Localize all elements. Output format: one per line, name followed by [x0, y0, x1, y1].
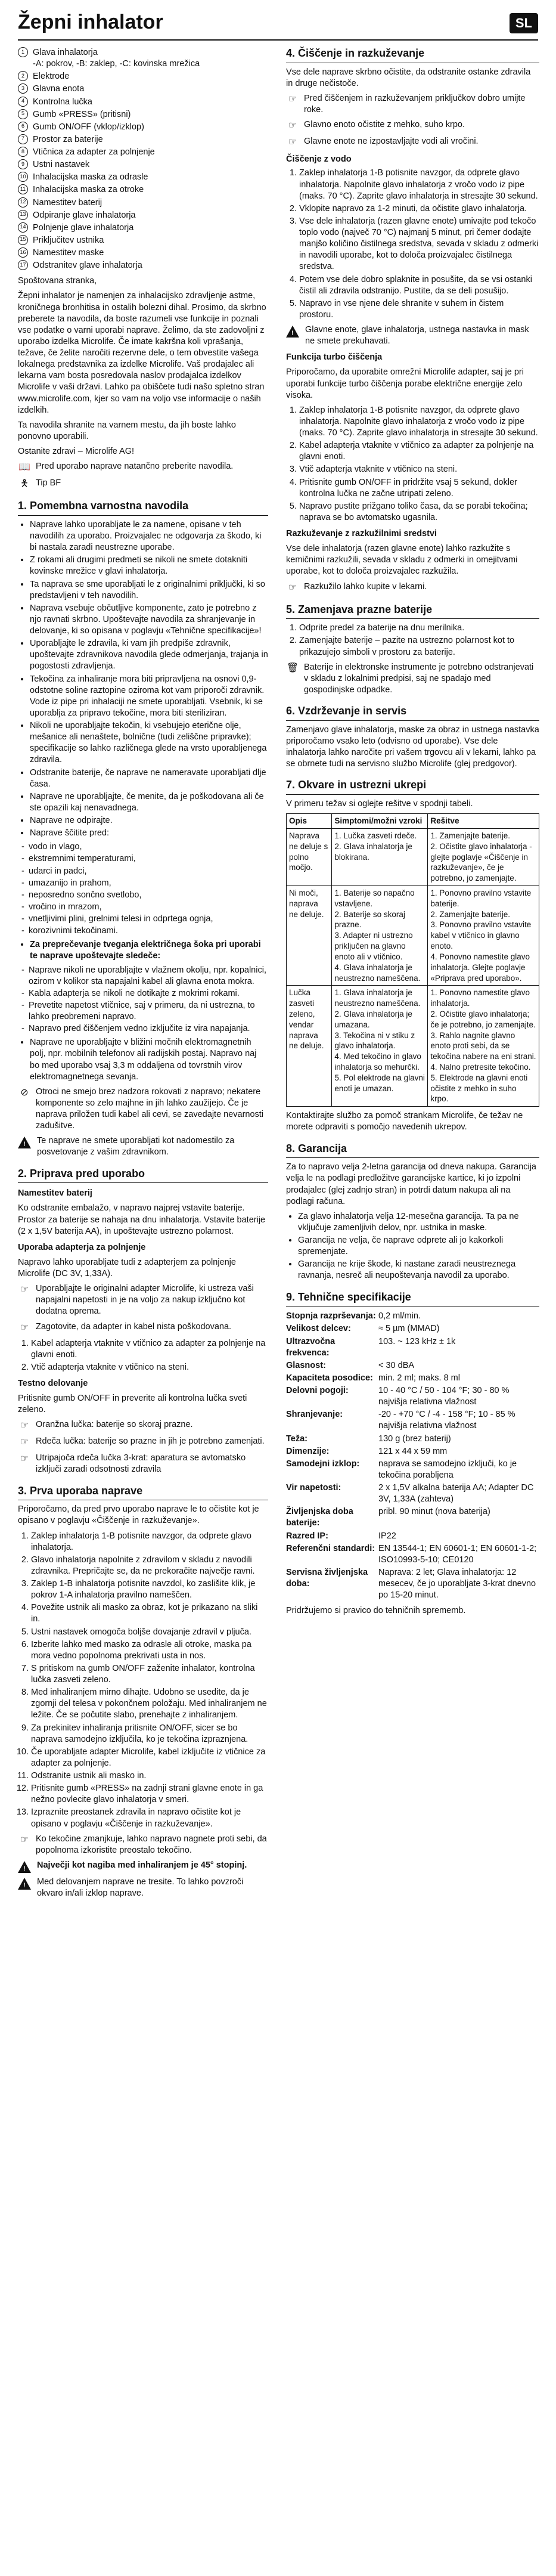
spec-value: < 30 dBA: [378, 1360, 415, 1370]
led-red-note: ☞ Rdeča lučka: baterije so prazne in jih je potrebno zamenjati.: [18, 1436, 268, 1449]
spec-value: 121 x 44 x 59 mm: [378, 1446, 448, 1456]
safety-item: • Z rokami ali drugimi predmeti se nikoli ne smete dotakniti kovinske mrežice v glavi inhalatorja.: [30, 555, 268, 577]
spec-value: 10 - 40 °C / 50 - 104 °F; 30 - 80 % najvišja relativna vlažnost: [378, 1386, 510, 1407]
part-label: [33, 83, 268, 95]
part-item: [18, 184, 268, 196]
pointing-hand-icon: ☞: [20, 1284, 29, 1295]
tip-note: [286, 93, 539, 116]
turbo-title: Funkcija turbo čiščenja: [286, 352, 383, 363]
disposal-note: 🗑 Baterije in elektronske instrumente je potrebno odstranjevati v skladu z lokalnimi predpisi, saj ne spadajo med gospodinjske odpadke.: [286, 662, 534, 695]
part-item: [18, 96, 268, 109]
cause-item: 1. Baterije so napačno vstavljene.: [334, 888, 415, 908]
table-row: [287, 886, 539, 986]
first-use-step: 4. Povežite ustnik ali masko za obraz, kot je prikazano na sliki in.: [31, 1602, 268, 1625]
fault-fixes: [428, 986, 539, 1107]
spec-row: [286, 1530, 539, 1543]
section-9-title: 9. Tehnične specifikacije: [286, 1290, 539, 1307]
adapter-steps: [18, 1338, 268, 1373]
part-number: 16: [18, 247, 28, 258]
spec-list: [286, 1310, 539, 1602]
part-label: [33, 147, 268, 158]
first-use-steps: [18, 1531, 268, 1830]
part-item: [18, 83, 268, 95]
section-2-title: 2. Priprava pred uporabo: [18, 1167, 268, 1184]
first-use-step: 13. Izpraznite preostanek zdravila in napravo očistite kot je opisano v poglavju «Čiščenje in razkuževanje».: [31, 1807, 268, 1829]
part-number: 10: [18, 172, 28, 182]
warning-icon: [18, 1878, 31, 1890]
part-label: [33, 260, 268, 271]
part-number: 2: [18, 71, 28, 81]
book-icon: 📖: [18, 462, 30, 473]
spec-row: [286, 1445, 539, 1458]
part-name: Priključitev ustnika: [33, 235, 104, 245]
spec-key: Teža:: [286, 1433, 307, 1444]
troubleshoot-table: [286, 813, 539, 1107]
led-orange-note: ☞ Oranžna lučka: baterije so skoraj prazne.: [18, 1419, 268, 1432]
part-sub: -A: pokrov, -B: zaklep, -C: kovinska mrežica: [33, 59, 200, 69]
pointing-hand-icon: ☞: [20, 1420, 29, 1431]
water-cleaning-title: Čiščenje z vodo: [286, 154, 352, 165]
crossed-bin-icon: 🗑: [286, 662, 299, 673]
cause-item: 1. Glava inhalatorja je neustrezno nameščena.: [334, 988, 421, 1008]
part-number: 11: [18, 184, 28, 194]
turbo-step: 2. Kabel adapterja vtaknite v vtičnico za adapter za polnjenje na glavni enoti.: [299, 440, 539, 463]
part-label: [33, 210, 268, 221]
fault-description: Lučka zasveti zeleno, vendar naprava ne deluje.: [287, 986, 332, 1107]
electric-list: [18, 939, 268, 962]
tip-note: [286, 119, 539, 132]
part-item: [18, 222, 268, 234]
spec-row: [286, 1458, 539, 1482]
water-cleaning-step: 5. Napravo in vse njene dele shranite v suhem in čistem prostoru.: [299, 298, 539, 321]
test-title: Testno delovanje: [18, 1378, 88, 1388]
first-use-step: 1. Zaklep inhalatorja 1-B potisnite navzgor, da odprete glavo inhalatorja.: [31, 1531, 268, 1553]
fix-item: 2. Zamenjajte baterije.: [430, 909, 510, 919]
cleaning-tips: [286, 93, 539, 149]
spec-row: [286, 1360, 539, 1372]
fix-item: 5. Elektrode na glavni enoti očistite z mehko in suho krpo.: [430, 1073, 528, 1104]
tip-text: Pred čiščenjem in razkuževanjem priključkov dobro umijte roke.: [304, 94, 526, 115]
electric-items: [18, 965, 268, 1035]
spec-value: 103. ~ 123 kHz ± 1k: [378, 1336, 456, 1346]
fix-item: 1. Ponovno namestite glavo inhalatorja.: [430, 988, 530, 1008]
safety-item: • Nikoli ne uporabljajte tekočin, ki vsebujejo eterične olje, mešanice ali nenaštete, bolnične (tudi zeliščne pripravke); specifikacije so lahko različnega glede na vrsto uporabljenega zdravila.: [30, 720, 268, 766]
part-label: [33, 172, 268, 183]
water-cleaning-step: 3. Vse dele inhalatorja (razen glavne enote) umivajte pod tekočo toplo vodo (največ 70 °C) najmanj 5 minut, pri čemer dodajte manjšo količino čistilnega sredstva, sevada v skladu z odmerki in navodili uporabe, kot to določa proizvajalec čistilnega sredstva.: [299, 216, 539, 273]
first-use-step: 10. Če uporabljate adapter Microlife, kabel izključite iz vtičnice za adapter za polnjenje.: [31, 1747, 268, 1769]
shake-warning: ! Med delovanjem naprave ne tresite. To lahko povzroči okvaro in/ali izklop naprave.: [18, 1877, 268, 1899]
protect-list: [18, 841, 268, 937]
water-cleaning-step: 4. Potem vse dele dobro splaknite in posušite, da se vsi ostanki čistil ali zdravila odstranijo. Pustite, da se deli posušijo.: [299, 274, 539, 297]
part-label: [33, 247, 268, 259]
first-use-step: 9. Za prekinitev inhaliranja pritisnite ON/OFF, sicer se bo naprava samodejno izključila, ko je tekočina izpraznjena.: [31, 1723, 268, 1745]
part-name: Odstranitev glave inhalatorja: [33, 261, 142, 271]
service-text: Zamenjavo glave inhalatorja, maske za obraz in ustnega nastavka priporočamo vsako leto (odvisno od uporabe). Vse dele inhalatorja lahko naročite pri vašem trgovcu ali v lekarni, lahko pa se obrnete tudi na servisno službo Microlife (glej predgovor).: [286, 724, 539, 769]
part-item: [18, 70, 268, 83]
fault-fixes: [428, 886, 539, 986]
troubleshoot-intro: V primeru težav si oglejte rešitve v spodnji tabeli.: [286, 799, 473, 809]
part-number: 14: [18, 222, 28, 233]
cause-item: 3. Tekočina ni v stiku z glavo inhalatorja.: [334, 1030, 415, 1051]
safety-item: • Ta naprava se sme uporabljati le z originalnimi priključki, ki so predstavljeni v teh navodilih.: [30, 579, 268, 602]
tip-note: [286, 136, 539, 149]
adapter-text: Napravo lahko uporabljate tudi z adapterjem za polnjenje Microlife (DC 3V, 1,33A).: [18, 1257, 236, 1278]
battery-replace-step: 2. Zamenjajte baterije – pazite na ustrezno polarnost kot to prikazujejo simboli v prostoru za baterije.: [299, 635, 539, 658]
protect-item: - umazanijo in prahom,: [18, 878, 268, 889]
protect-item: - vnetljivimi plini, grelnimi telesi in odprtega ognja,: [18, 914, 268, 925]
electric-heading: • Za preprečevanje tveganja električnega šoka pri uporabi te naprave upoštevajte sledeče:: [30, 939, 268, 962]
battery-text: Ko odstranite embalažo, v napravo najprej vstavite baterije. Prostor za baterije se nahaja na dnu inhalatorja. Vstavite baterije (2 x 1,5V baterija AA), in upoštevajte ustrezno polarnost.: [18, 1203, 266, 1236]
fault-fixes: [428, 828, 539, 886]
warning-icon: [286, 326, 299, 338]
water-cleaning-step: 2. Vklopite napravo za 1-2 minuti, da očistite glavo inhalatorja.: [299, 203, 539, 215]
part-number: 1: [18, 47, 28, 57]
protect-item: - vročino in mrazom,: [18, 902, 268, 913]
part-number: 17: [18, 260, 28, 270]
left-column: [18, 47, 268, 1903]
protect-item: - ekstremnimi temperaturami,: [18, 853, 268, 865]
part-item: [18, 159, 268, 171]
section-1-title: 1. Pomembna varnostna navodila: [18, 499, 268, 516]
protect-item: - neposredno sončno svetlobo,: [18, 890, 268, 901]
language-badge: SL: [510, 13, 538, 33]
header-desc: Opis: [287, 814, 332, 829]
fault-causes: [332, 886, 428, 986]
disinfect-text: Vse dele inhalatorja (razen glavne enote) lahko razkužite s kemičnimi razkužili, sevada v skladu z odmerki in omejitvami uporabe, kot to določa proizvajalec razkužila.: [286, 544, 518, 577]
pointing-hand-icon: ☞: [20, 1834, 29, 1845]
part-label: [33, 235, 268, 246]
part-name: Polnjenje glave inhalatorja: [33, 222, 134, 233]
fix-item: 3. Rahlo nagnite glavno enoto proti sebi, da se tekočina nabere na eni strani.: [430, 1030, 536, 1061]
part-name: Inhalacijska maska za odrasle: [33, 172, 148, 182]
safety-item: • Naprave lahko uporabljate le za namene, opisane v teh navodilih za uporabo. Proizvajalec ne odgovarja za škodo, ki bi nastala zaradi neustrezne uporabe.: [30, 519, 268, 553]
first-use-step: 2. Glavo inhalatorja napolnite z zdravilom v skladu z navodili zdravnika. Prepričajte se, da ne prekoračite največje ravni.: [31, 1555, 268, 1577]
part-number: 5: [18, 109, 28, 119]
first-use-step: 3. Zaklep 1-B inhalatorja potisnite navzdol, ko zaslišite klik, je pokrov 1-A inhalatorja pravilno nameščen.: [31, 1578, 268, 1601]
turbo-step: 4. Pritisnite gumb ON/OFF in pridržite vsaj 5 sekund, dokler kontrolna lučka ne začne utripati zeleno.: [299, 477, 539, 500]
person-icon: 🯅: [20, 479, 29, 490]
protect-item: - vodo in vlago,: [18, 841, 268, 853]
fault-description: Naprava ne deluje s polno močjo.: [287, 828, 332, 886]
spec-row: [286, 1336, 539, 1360]
part-name: Inhalacijska maska za otroke: [33, 185, 144, 195]
safety-item: • Odstranite baterije, če naprave ne nameravate uporabljati dlje časa.: [30, 767, 268, 790]
emi-list: [18, 1037, 268, 1083]
turbo-step: 5. Napravo pustite prižgano toliko časa, da se porabi tekočina; naprava se bo avtomatsko ugasnila.: [299, 501, 539, 524]
part-item: [18, 171, 268, 184]
spec-key: Vir napetosti:: [286, 1483, 341, 1493]
spec-value: Naprava: 2 let; Glava inhalatorja: 12 mesecev, če jo uporabljate 3-krat dnevno po 15-20 minut.: [378, 1567, 536, 1600]
part-item: [18, 234, 268, 247]
led-blink-note: ☞ Utripajoča rdeča lučka 3-krat: aparatura se avtomatsko izključi zaradi odsotnosti zdravila: [18, 1453, 268, 1475]
page-title: Žepni inhalator: [18, 11, 163, 33]
section-7-title: 7. Okvare in ustrezni ukrepi: [286, 778, 539, 795]
spec-key: Delovni pogoji:: [286, 1386, 349, 1395]
spec-row: [286, 1506, 539, 1530]
intro-signoff: Ostanite zdravi – Microlife AG!: [18, 447, 135, 456]
cleaning-intro: Vse dele naprave skrbno očistite, da odstranite ostanke zdravila in druge nečistoče.: [286, 67, 531, 88]
safety-item: • Naprave ščitite pred:: [30, 828, 268, 839]
tilt-tip: ☞ Ko tekočine zmanjkuje, lahko napravo nagnete proti sebi, da popolnoma izkoristite preostalo tekočino.: [18, 1834, 268, 1856]
part-name: Kontrolna lučka: [33, 97, 92, 107]
fix-item: 1. Zamenjajte baterije.: [430, 831, 510, 840]
spec-key: Samodejni izklop:: [286, 1459, 360, 1469]
part-label: [33, 197, 268, 209]
safety-item: • Uporabljajte le zdravila, ki vam jih predpiše zdravnik, upoštevajte zdravnikova navodila glede odmerjanja, trajanja in pogostosti zdravljenja.: [30, 638, 268, 672]
spec-value: IP22: [378, 1531, 396, 1541]
first-use-step: 5. Ustni nastavek omogoča boljše dovajanje zdravil v pljuča.: [31, 1627, 268, 1638]
kids-note: ⊘ Otroci ne smejo brez nadzora rokovati z napravo; nekatere komponente so zelo majhne in jih lahko zaužijejo. Če je naprava priložen tudi kabel ali cevi, se zavedajte nevarnosti zadušitve.: [18, 1086, 268, 1132]
cause-item: 3. Adapter ni ustrezno priključen na glavno enoto ali v vtičnico.: [334, 931, 413, 961]
part-label: [33, 47, 268, 70]
electric-item: - Kabla adapterja se nikoli ne dotikajte z mokrimi rokami.: [18, 988, 268, 999]
fix-item: 4. Ponovno namestite glavo inhalatorja. Glejte poglavje «Priprava pred uporabo».: [430, 952, 530, 983]
emi-item: • Naprave ne uporabljajte v bližini močnih elektromagnetnih polj, npr. mobilnih telefonov ali radijskih postaj. Napravo naj bo med uporabo vsaj 3,3 m oddaljena od tovrstnih virov elektromagnetnega sevanja.: [30, 1037, 268, 1083]
first-use-step: 8. Med inhaliranjem mirno dihajte. Udobno se usedite, da je zgornji del telesa v pokončnem položaju. Med inhaliranjem ne ležite. Če se počutite slabo, prenehajte z inhaliranjem.: [31, 1687, 268, 1721]
right-column: [286, 47, 539, 1620]
spec-key: Ultrazvočna frekvenca:: [286, 1336, 336, 1358]
warranty-list: [286, 1211, 539, 1282]
part-item: [18, 197, 268, 209]
fix-item: 1. Ponovno pravilno vstavite baterije.: [430, 888, 532, 908]
section-3-title: 3. Prva uporaba naprave: [18, 1484, 268, 1501]
fix-item: 4. Nalno pretresite tekočino.: [430, 1063, 531, 1072]
first-use-step: 6. Izberite lahko med masko za odrasle ali otroke, maska pa mora vedno popolnoma prekrivati usta in nos.: [31, 1639, 268, 1662]
part-name: Glavna enota: [33, 84, 85, 94]
spec-row: [286, 1385, 539, 1408]
pointing-hand-icon: ☞: [20, 1454, 29, 1465]
spec-key: Servisna življenjska doba:: [286, 1567, 368, 1589]
part-number: 8: [18, 147, 28, 157]
part-item: [18, 134, 268, 146]
spec-key: Življenjska doba baterije:: [286, 1507, 353, 1528]
spec-value: pribl. 90 minut (nova baterija): [378, 1507, 490, 1517]
safety-item: • Naprave ne odpirajte.: [30, 815, 268, 826]
tip-text: Glavno enoto očistite z mehko, suho krpo.: [304, 120, 465, 130]
electric-item: - Prevetite napetost vtičnice, saj v primeru, da ni ustrezna, to lahko preobremeni napravo.: [18, 1000, 268, 1023]
test-text: Pritisnite gumb ON/OFF in preverite ali kontrolna lučka sveti zeleno.: [18, 1394, 247, 1415]
read-instructions-note: 📖 Pred uporabo naprave natančno preberite navodila.: [18, 461, 268, 474]
turbo-intro: Priporočamo, da uporabite omrežni Microlife adapter, saj je pri uporabi funkcije turbo čiščenja porabe električne energije zelo visoka.: [286, 367, 524, 400]
part-name: Namestitev baterij: [33, 197, 102, 208]
no-children-icon: ⊘: [20, 1087, 29, 1098]
spec-key: Velikost delcev:: [286, 1324, 351, 1334]
part-number: 6: [18, 122, 28, 132]
part-name: Namestitev maske: [33, 248, 104, 258]
warning-icon: [18, 1137, 31, 1148]
spec-outro: Pridržujemo si pravico do tehničnih sprememb.: [286, 1606, 466, 1616]
warning-icon: [18, 1861, 31, 1873]
turbo-steps: [286, 405, 539, 524]
pointing-hand-icon: ☞: [20, 1437, 29, 1448]
spec-value: EN 13544-1; EN 60601-1; EN 60601-1-2; ISO10993-5-10; CE0120: [378, 1543, 537, 1565]
part-label: [33, 71, 268, 82]
spec-key: Kapaciteta posodice:: [286, 1373, 373, 1383]
part-label: [33, 184, 268, 196]
spec-value: ≈ 5 µm (MMAD): [378, 1324, 440, 1334]
section-8-title: 8. Garancija: [286, 1142, 539, 1159]
adapter-step: 1. Kabel adapterja vtaknite v vtičnico za adapter za polnjenje na glavni enoti.: [31, 1338, 268, 1361]
part-number: 4: [18, 97, 28, 107]
disinfect-tip: ☞ Razkužilo lahko kupite v lekarni.: [286, 581, 539, 595]
part-label: [33, 134, 268, 145]
cause-item: 2. Glava inhalatorja je umazana.: [334, 1009, 412, 1029]
part-item: [18, 47, 268, 70]
tilt-warning: ! Največji kot nagiba med inhaliranjem je 45° stopinj.: [18, 1860, 268, 1873]
part-item: [18, 109, 268, 121]
spec-key: Dimenzije:: [286, 1446, 330, 1456]
pointing-hand-icon: ☞: [288, 120, 297, 131]
battery-title: Namestitev baterij: [18, 1188, 92, 1199]
part-name: Gumb «PRESS» (pritisni): [33, 109, 131, 119]
adapter-tip-1: ☞ Uporabljajte le originalni adapter Microlife, ki ustreza vaši napajalni napetosti in je na voljo za nakup izključno kot dodatna oprema.: [18, 1283, 268, 1317]
spec-value: 0,2 ml/min.: [378, 1311, 421, 1321]
electric-item: - Naprave nikoli ne uporabljajte v vlažnem okolju, npr. kopalnici, ozirom v kolikor sta napajalni kabel ali glavna enota mokra.: [18, 965, 268, 987]
fix-item: 2. Očistite glavo inhalatorja - glejte poglavje «Čiščenje in razkuževanje», če je potrebno, jo zamenjajte.: [430, 841, 532, 883]
fix-item: 2. Očistite glavo inhalatorja; če je potrebno, jo zamenjajte.: [430, 1009, 536, 1029]
part-item: [18, 247, 268, 259]
safety-list: [18, 519, 268, 839]
cause-item: 4. Glava inhalatorja je neustrezno nameščena.: [334, 962, 421, 983]
warranty-text: Za to napravo velja 2-letna garancija od dneva nakupa. Garancija velja le na podlagi predložitve garancijske kartice, ki jo izpolni prodajalec (glej zadnjo stran) in potrdi datum nakupa ali na podlagi računa.: [286, 1162, 536, 1206]
water-cleaning-step: 1. Zaklep inhalatorja 1-B potisnite navzgor, da odprete glavo inhalatorja. Napolnite glavo inhalatorja z vročo vodo iz pipe (maks. 70 °C). Zaprite glavo inhalatorja in stresajte 30 sekund.: [299, 168, 539, 202]
type-bf-note: 🯅 Tip BF: [18, 478, 268, 491]
cause-item: 1. Lučka zasveti rdeče.: [334, 831, 417, 840]
spec-row: [286, 1372, 539, 1385]
header-causes: Simptomi/možni vzroki: [332, 814, 428, 829]
intro-text: Žepni inhalator je namenjen za inhalacijsko zdravljenje astme, kroničnega bronhitisa in ostalih bolezni dihal. Prosimo, da skrbno preberete ta navodila, da boste razumeli vse funkcije in poznali vse podatke o varni uporabi naprave. Želimo, da ste zadovoljni z uporabo izdelka Microlife. Če imate kakršna koli vprašanja, težave, če želite naročiti rezervne dele, o tem obvestite vašega lokalnega predstavnika za izdelke Microlife. Vaš prodajalec ali lekarna vam bosta posredovala naslov prodajalca izdelkov Microlife v vaši državi. Lahko pa obiščete tudi našo spletno stran www.microlife.com, kjer so vam na voljo vse informacije o naših izdelkih.: [18, 291, 266, 415]
part-item: [18, 121, 268, 134]
spec-row: [286, 1408, 539, 1432]
spec-value: -20 - +70 °C / -4 - 158 °F; 10 - 85 % najvišja relativna vlažnost: [378, 1410, 515, 1431]
safety-item: • Naprava vsebuje občutljive komponente, zato je potrebno z njo ravnati skrbno. Upoštevajte navodila za shranjevanje in delovanje, ki so opisana v poglavju «Tehnične specifikacije»!: [30, 603, 268, 637]
part-number: 3: [18, 83, 28, 94]
protect-item: - korozivnimi tekočinami.: [18, 925, 268, 937]
part-item: [18, 146, 268, 159]
disinfect-title: Razkuževanje z razkužilnimi sredstvi: [286, 529, 437, 538]
part-label: [33, 97, 268, 108]
cause-item: 5. Pol elektrode na glavni enoti je umazan.: [334, 1073, 425, 1093]
part-name: Prostor za baterije: [33, 134, 103, 144]
part-name: Vtičnica za adapter za polnjenje: [33, 147, 155, 157]
fault-description: Ni moči, naprava ne deluje.: [287, 886, 332, 986]
warranty-item: • Garancija ne krije škode, ki nastane zaradi neustreznega ravnanja, nesreč ali neupoštevanja navodil za uporabo.: [298, 1259, 539, 1281]
tip-text: Glavne enote ne izpostavljajte vodi ali vročini.: [304, 137, 479, 147]
cause-item: 2. Glava inhalatorja je blokirana.: [334, 841, 412, 862]
part-name: Elektrode: [33, 72, 70, 82]
battery-replace-steps: [286, 623, 539, 658]
part-label: [33, 159, 268, 171]
part-name: Gumb ON/OFF (vklop/izklop): [33, 122, 144, 132]
pointing-hand-icon: ☞: [288, 137, 297, 148]
adapter-title: Uporaba adapterja za polnjenje: [18, 1242, 146, 1252]
turbo-step: 1. Zaklep inhalatorja 1-B potisnite navzgor, da odprete glavo inhalatorja. Napolnite glavo inhalatorja z vročo vodo iz pipe (maks. 70 °C). Zaprite glavo inhalatorja in stresajte 30 sekund.: [299, 405, 539, 439]
section-6-title: 6. Vzdrževanje in servis: [286, 704, 539, 721]
part-number: 7: [18, 134, 28, 144]
spec-row: [286, 1482, 539, 1506]
troubleshoot-outro: Kontaktirajte službo za pomoč strankam Microlife, če težav ne morete odpraviti s pomočjo navedenih ukrepov.: [286, 1111, 523, 1132]
part-label: [33, 109, 268, 120]
battery-replace-step: 1. Odprite predel za baterije na dnu merilnika.: [299, 623, 539, 634]
spec-row: [286, 1566, 539, 1602]
safety-item: • Tekočina za inhaliranje mora biti pripravljena na osnovi 0,9-odstotne soline raztopine oziroma kot vam priporoči zdravnik. Vode iz pipe pri inhalaciji ne smete uporabljati. Vsebnik, ki se uporablja za pripravo tekočine, mora biti steriliziran.: [30, 674, 268, 720]
first-use-step: 11. Odstranite ustnik ali masko in.: [31, 1770, 268, 1782]
table-row: [287, 828, 539, 886]
part-number: 15: [18, 235, 28, 245]
spec-key: Referenčni standardi:: [286, 1543, 375, 1553]
doctor-warning: ! Te naprave ne smete uporabljati kot nadomestilo za posvetovanje z vašim zdravnikom.: [18, 1135, 268, 1158]
adapter-tip-2: ☞ Zagotovite, da adapter in kabel nista poškodovana.: [18, 1321, 268, 1335]
part-item: [18, 209, 268, 222]
part-item: [18, 259, 268, 272]
part-number: 13: [18, 210, 28, 220]
fault-causes: [332, 986, 428, 1107]
title-divider: [18, 39, 538, 41]
spec-key: Razred IP:: [286, 1531, 328, 1541]
header-fixes: Rešitve: [428, 814, 539, 829]
spec-value: min. 2 ml; maks. 8 ml: [378, 1373, 460, 1383]
spec-value: 2 x 1,5V alkalna baterija AA; Adapter DC 3V, 1,33A (zahteva): [378, 1483, 534, 1504]
part-number: 12: [18, 197, 28, 208]
safety-item: • Naprave ne uporabljajte, če menite, da je poškodovana ali če ste opazili kaj nenavadnega.: [30, 791, 268, 814]
cause-item: 2. Baterije so skoraj prazne.: [334, 909, 405, 930]
first-use-intro: Priporočamo, da pred prvo uporabo naprave le to očistite kot je opisano v poglavju «Čiščenje in razkuževanje».: [18, 1504, 259, 1526]
water-cleaning-steps: [286, 168, 539, 321]
part-name: Glava inhalatorja: [33, 48, 98, 57]
section-5-title: 5. Zamenjava prazne baterije: [286, 603, 539, 620]
fault-causes: [332, 828, 428, 886]
section-4-title: 4. Čiščenje in razkuževanje: [286, 47, 539, 63]
parts-list: [18, 47, 268, 272]
pointing-hand-icon: ☞: [20, 1322, 29, 1333]
part-name: Odpiranje glave inhalatorja: [33, 210, 136, 220]
spec-key: Stopnja razprševanja:: [286, 1311, 376, 1321]
fix-item: 3. Ponovno pravilno vstavite kabel v vtičnico in glavno enoto.: [430, 920, 532, 951]
electric-item: - Napravo pred čiščenjem vedno izključite iz vira napajanja.: [18, 1023, 268, 1035]
spec-row: [286, 1433, 539, 1445]
spec-row: [286, 1310, 539, 1323]
part-number: 9: [18, 159, 28, 169]
part-label: [33, 122, 268, 133]
turbo-step: 3. Vtič adapterja vtaknite v vtičnico na steni.: [299, 464, 539, 475]
pointing-hand-icon: ☞: [288, 582, 297, 593]
spec-row: [286, 1543, 539, 1566]
first-use-step: 12. Pritisnite gumb «PRESS» na zadnji strani glavne enote in ga nežno povlecite glavo inhalatorja v smeri.: [31, 1783, 268, 1806]
spec-row: [286, 1323, 539, 1335]
first-use-step: 7. S pritiskom na gumb ON/OFF zaženite inhalator, kontrolna lučka zasveti zeleno.: [31, 1663, 268, 1686]
warranty-item: • Za glavo inhalatorja velja 12-mesečna garancija. Ta pa ne vključuje zamenljivih delov, npr. ustnika in maske.: [298, 1211, 539, 1234]
adapter-step: 2. Vtič adapterja vtaknite v vtičnico na steni.: [31, 1362, 268, 1373]
pointing-hand-icon: ☞: [288, 94, 297, 104]
spec-value: naprava se samodejno izključi, ko je tekočina porabljena: [378, 1459, 517, 1480]
table-header-row: [287, 814, 539, 829]
cause-item: 4. Med tekočino in glavo inhalatorja so mehurčki.: [334, 1052, 421, 1072]
no-boil-warning: ! Glavne enote, glave inhalatorja, ustnega nastavka in mask ne smete prekuhavati.: [286, 324, 539, 347]
table-row: [287, 986, 539, 1107]
protect-item: - udarci in padci,: [18, 866, 268, 877]
spec-value: 130 g (brez baterij): [378, 1433, 451, 1444]
part-label: [33, 222, 268, 234]
part-name: Ustni nastavek: [33, 160, 90, 170]
spec-key: Glasnost:: [286, 1360, 326, 1370]
warranty-item: • Garancija ne velja, če naprave odprete ali jo kakorkoli spremenjate.: [298, 1235, 539, 1258]
intro-greeting: Spoštovana stranka,: [18, 276, 97, 286]
intro-keep: Ta navodila shranite na varnem mestu, da jih boste lahko ponovno uporabili.: [18, 420, 236, 441]
spec-key: Shranjevanje:: [286, 1410, 343, 1420]
